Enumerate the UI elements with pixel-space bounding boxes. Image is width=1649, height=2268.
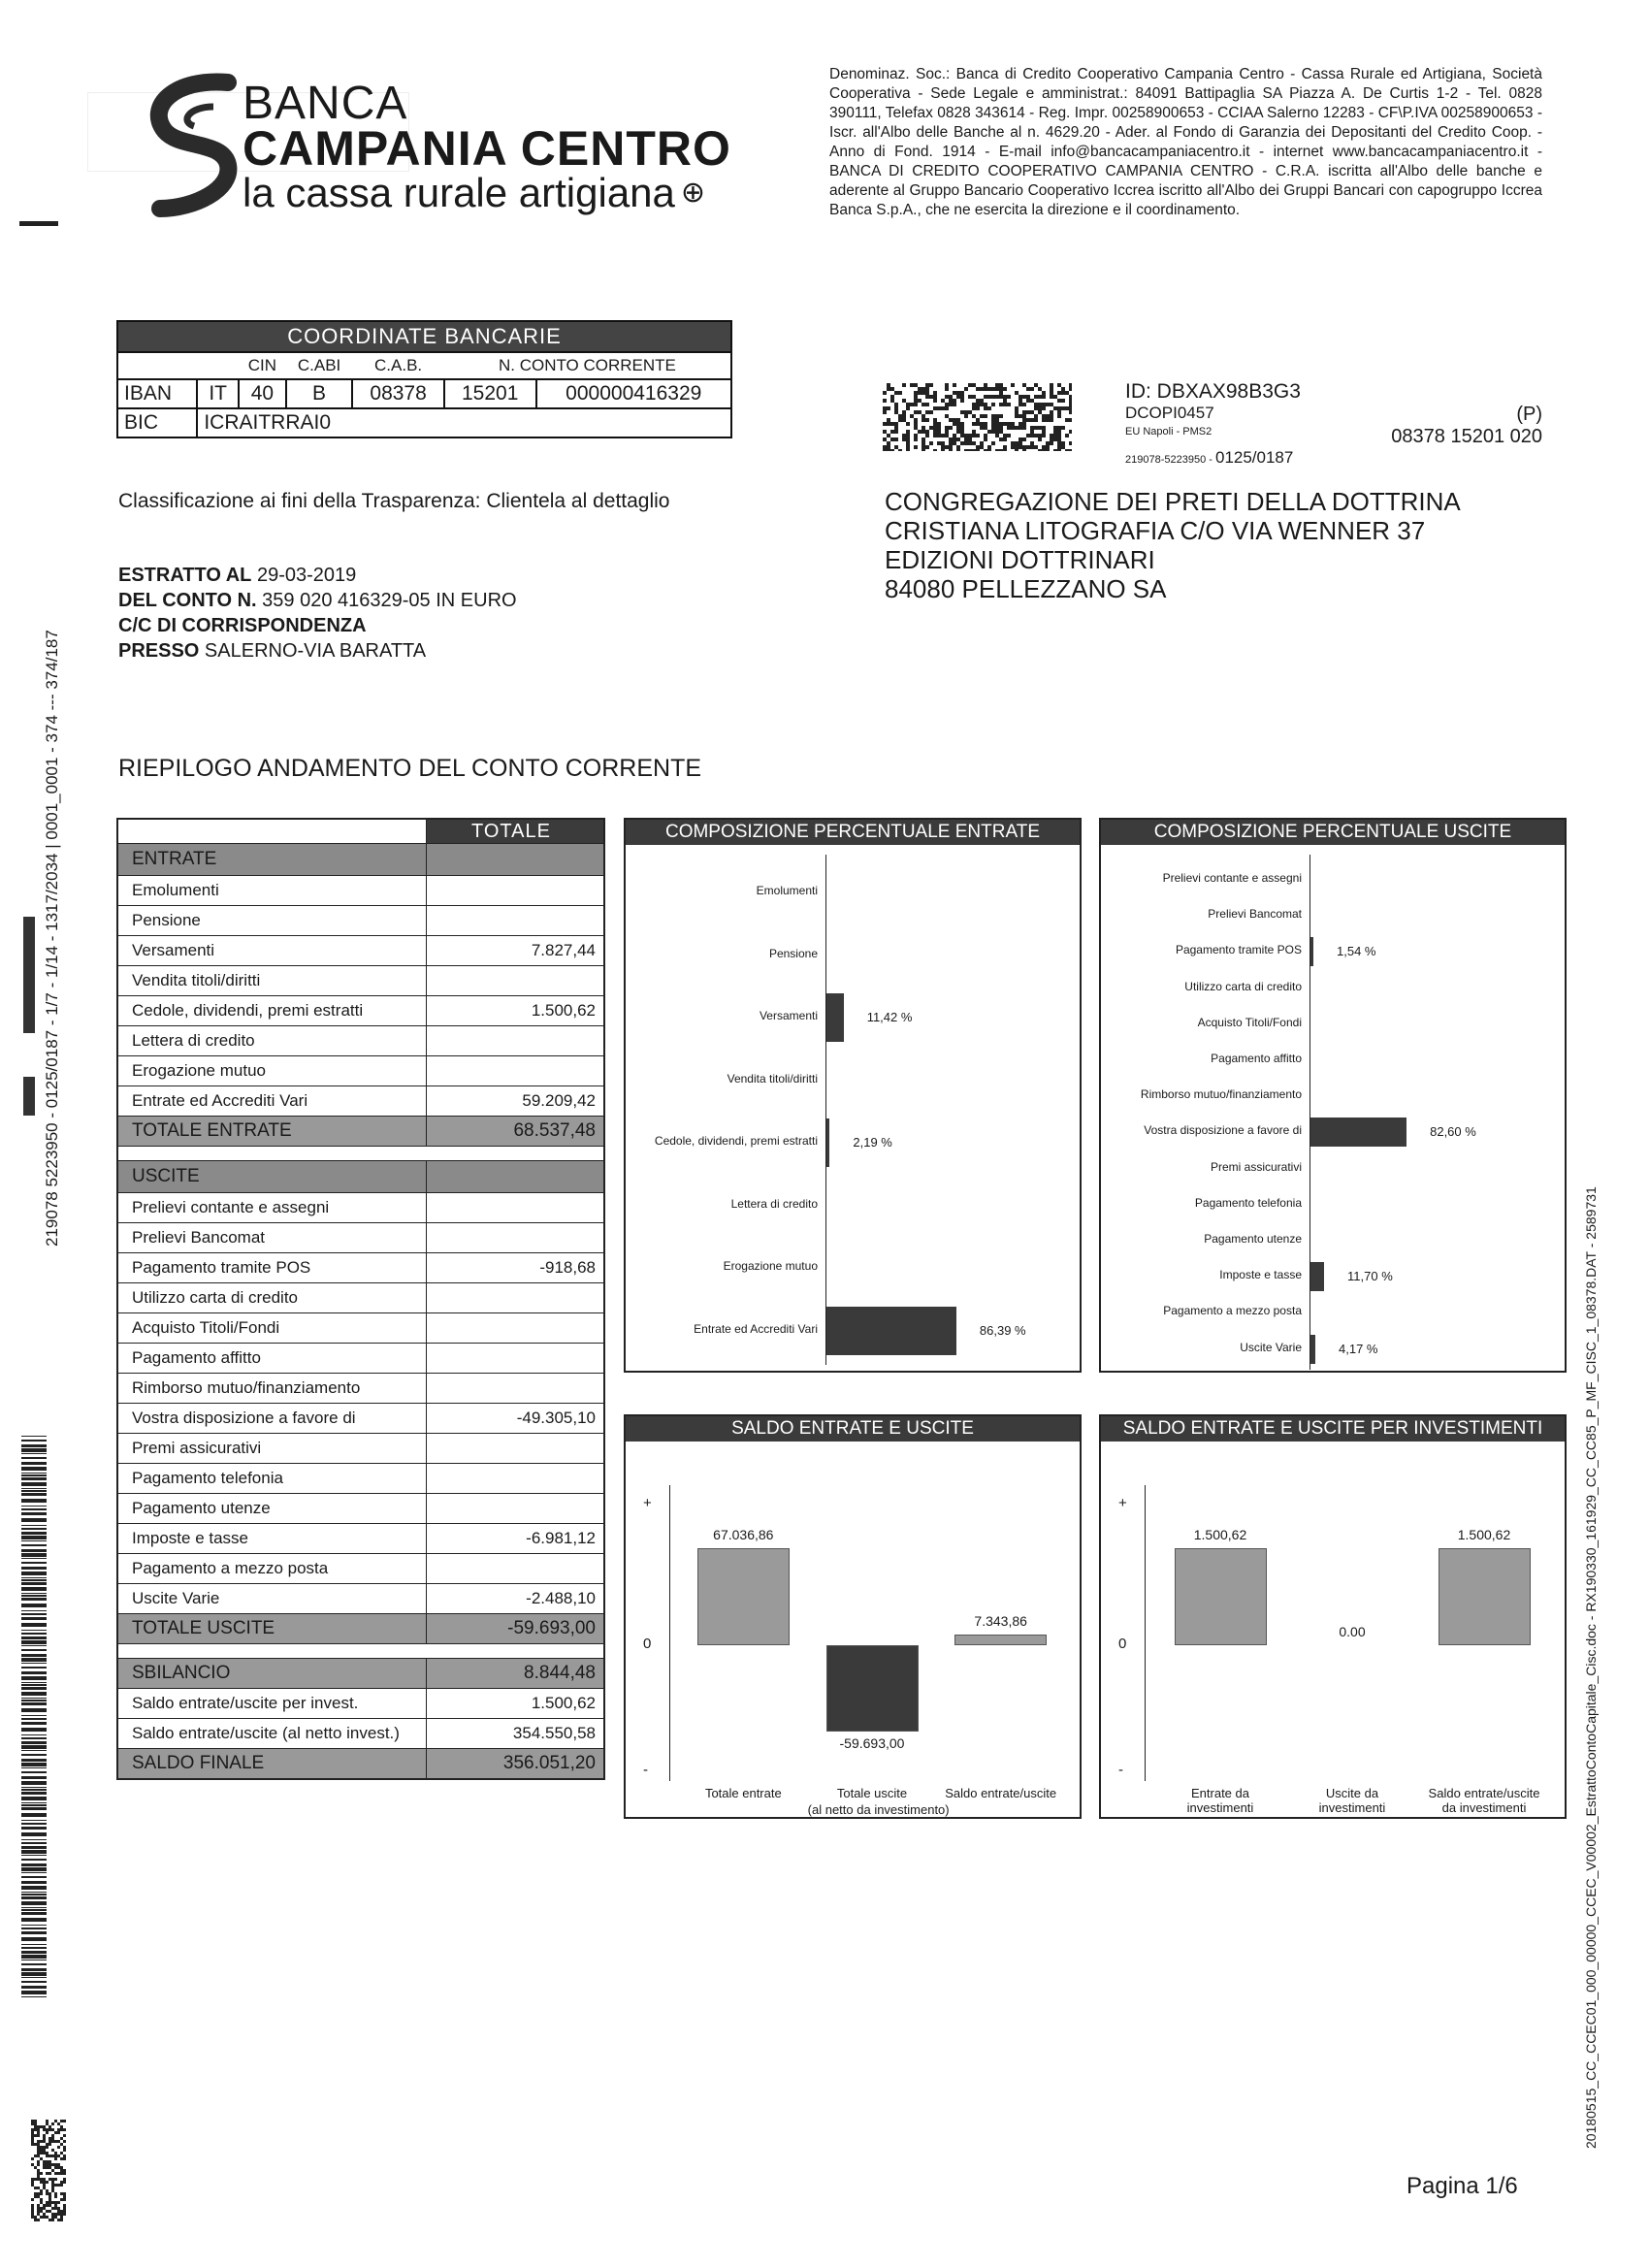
iban-cab: 15201 (444, 379, 536, 408)
chart-y-axis (1145, 1485, 1146, 1781)
page-number: Pagina 1/6 (1406, 2173, 1518, 2199)
entrate-value (427, 966, 603, 995)
chart-category-label: Versamenti (759, 1009, 818, 1022)
branch-label: PRESSO (118, 640, 200, 662)
chart-bar (826, 1307, 956, 1355)
recipient-line: 84080 PELLEZZANO SA (885, 574, 1167, 603)
uscite-value (427, 1283, 603, 1312)
statement-info (118, 563, 517, 664)
chart-uscite-title: COMPOSIZIONE PERCENTUALE USCITE (1101, 820, 1565, 845)
chart-bar (1310, 937, 1313, 966)
entrate-label: Entrate ed Accrediti Vari (118, 1086, 427, 1116)
chart-saldo-panel (624, 1414, 1082, 1819)
chart-axis-marker: - (643, 1762, 648, 1778)
statement-date: 29-03-2019 (256, 565, 357, 586)
datamatrix-barcode-icon (883, 383, 1072, 451)
side-barcode-icon (21, 1436, 47, 1998)
bank-name (242, 78, 731, 215)
routing-code3a: 219078-5223950 - (1125, 454, 1212, 466)
entrate-row (118, 876, 603, 906)
chart-axis-marker: + (643, 1495, 652, 1511)
chart-entrate-panel (624, 818, 1082, 1373)
chart-category-label: Cedole, dividendi, premi estratti (654, 1134, 818, 1148)
uscite-row (118, 1253, 603, 1283)
chart-value-label: 86,39 % (979, 1322, 1026, 1338)
chart-bar (1175, 1548, 1267, 1645)
chart-bar (826, 993, 844, 1042)
invest-value: 1.500,62 (531, 1694, 596, 1712)
routing-code3b: 0125/0187 (1214, 448, 1294, 467)
chart-category-label: Acquisto Titoli/Fondi (1197, 1015, 1302, 1029)
uscite-value (427, 1313, 603, 1343)
chart-axis-marker: 0 (1118, 1636, 1127, 1652)
entrate-label: Versamenti (118, 936, 427, 965)
iban-cin: B (286, 379, 352, 408)
uscite-row (118, 1524, 603, 1554)
recipient-line: CONGREGAZIONE DEI PRETI DELLA DOTTRINA (885, 487, 1461, 516)
chart-category-label: Rimborso mutuo/finanziamento (1140, 1087, 1302, 1102)
chart-invest-panel (1099, 1414, 1567, 1819)
entrate-value: 7.827,44 (531, 941, 596, 959)
routing-code1: DCOPI0457 (1125, 404, 1214, 422)
netto-value: 354.550,58 (512, 1724, 596, 1742)
entrate-value (427, 906, 603, 935)
chart-bar (826, 1118, 829, 1167)
chart-category-label: Erogazione mutuo (723, 1259, 818, 1273)
uscite-label: Pagamento tramite POS (118, 1253, 427, 1282)
bic-label: BIC (117, 408, 197, 437)
uscite-label: Prelievi Bancomat (118, 1223, 427, 1252)
chart-value-label: 11,70 % (1347, 1269, 1393, 1284)
chart-value-label: 1,54 % (1337, 944, 1376, 959)
totale-entrate-label: TOTALE ENTRATE (118, 1117, 427, 1146)
entrate-value (427, 1026, 603, 1055)
chart-bar (954, 1635, 1047, 1645)
chart-y-axis (669, 1485, 670, 1781)
uscite-label: Utilizzo carta di credito (118, 1283, 427, 1312)
chart-category-label: Emolumenti (756, 884, 818, 897)
uscite-row (118, 1313, 603, 1344)
chart-value-label: 67.036,86 (713, 1527, 774, 1542)
branch: SALERNO-VIA BARATTA (204, 640, 427, 662)
chart-bar (1310, 1262, 1324, 1291)
logo-line1: BANCA (242, 78, 408, 129)
saldo-finale-label: SALDO FINALE (118, 1749, 427, 1778)
totale-entrate-value: 68.537,48 (513, 1120, 596, 1141)
uscite-row (118, 1404, 603, 1434)
chart-category-label: Vendita titoli/diritti (727, 1071, 818, 1085)
side-bar-mark (23, 917, 35, 1033)
uscite-row (118, 1223, 603, 1253)
summary-title: RIEPILOGO ANDAMENTO DEL CONTO CORRENTE (118, 755, 702, 782)
chart-category-label: Pagamento a mezzo posta (1163, 1304, 1302, 1318)
chart-bar (826, 1645, 919, 1732)
entrate-value: 1.500,62 (531, 1001, 596, 1020)
chart-category-label: Pagamento utenze (1204, 1232, 1302, 1246)
chart-uscite-panel (1099, 818, 1567, 1373)
uscite-value: -918,68 (539, 1258, 596, 1277)
chart-category-label: Vostra disposizione a favore di (1144, 1123, 1302, 1138)
cin-header: CIN (247, 356, 277, 374)
logo-line3: la cassa rurale artigiana (242, 170, 675, 215)
entrate-row (118, 906, 603, 936)
uscite-label: Pagamento affitto (118, 1344, 427, 1373)
bic-value: ICRAITRRAI0 (197, 408, 731, 437)
entrate-row (118, 1056, 603, 1086)
uscite-value (427, 1223, 603, 1252)
iban-account: 000000416329 (536, 379, 731, 408)
recipient-line: CRISTIANA LITOGRAFIA C/O VIA WENNER 37 (885, 516, 1426, 545)
uscite-row (118, 1344, 603, 1374)
chart-category-label: Prelievi contante e assegni (1162, 871, 1302, 885)
side-left-text: 219078 5223950 - 0125/0187 - 1/7 - 1/14 - 1317/2034 | 0001_0001 - 374 --- 374/187 (43, 630, 61, 1247)
routing-abi-cab: 08378 15201 020 (1391, 426, 1542, 447)
uscite-row (118, 1464, 603, 1494)
iban-country: IT (197, 379, 239, 408)
uscite-value (427, 1193, 603, 1222)
uscite-row (118, 1554, 603, 1584)
entrate-value: 59.209,42 (522, 1091, 596, 1110)
chart-category-label: Utilizzo carta di credito (1184, 979, 1302, 993)
recipient-address (885, 487, 1461, 603)
bank-logo-icon (136, 73, 252, 218)
uscite-value (427, 1374, 603, 1403)
totale-uscite-value: -59.693,00 (507, 1618, 596, 1638)
entrate-row (118, 1086, 603, 1117)
uscite-row (118, 1283, 603, 1313)
bank-legal-info: Denominaz. Soc.: Banca di Credito Cooperativo Campania Centro - Cassa Rurale ed Artigiana, Società Cooperativa - Sede Legale e amministrat.: 84091 Battipaglia SA Piazza A. De Curtis 1-2 - Tel. 0828 390111, Telefax 0828 343614 - Reg. Impr. 00258900653 - CCIAA Salerno 12283 - CF\P.IVA 00258900653 - Iscr. all'Albo delle Banche al n. 4629.20 - Ader. al Fondo di Garanzia dei Depositanti del Credito Coop. - Anno di Fond. 1914 - E-mail info@bancacampaniacentro.it - internet www.bancacampaniacentro.it - BANCA DI CREDITO COOPERATIVO CAMPANIA CENTRO - C.R.A. iscritta all'Albo delle banche e aderente al Gruppo Bancario Cooperativo Iccrea iscritto all'Albo dei Gruppi Bancari con capogruppo Iccrea Banca S.p.A., che ne esercita la direzione e il coordinamento. (829, 66, 1542, 218)
uscite-value (427, 1434, 603, 1463)
cab-header: C.A.B. (374, 356, 423, 374)
bank-coordinates-table (116, 320, 732, 438)
chart-value-label: 0.00 (1339, 1624, 1366, 1639)
chart-category-label: Saldo entrate/uscite da investimenti (1428, 1786, 1540, 1815)
classification-text: Classificazione ai fini della Trasparenza: Clientela al dettaglio (118, 490, 670, 512)
account-header: N. CONTO CORRENTE (444, 352, 731, 379)
chart-value-label: 2,19 % (853, 1135, 892, 1150)
uscite-label: Premi assicurativi (118, 1434, 427, 1463)
side-datamatrix-icon (31, 2120, 66, 2221)
iban-label: IBAN (117, 379, 197, 408)
abi-header: C.ABI (297, 356, 341, 374)
chart-category-label: Saldo entrate/uscite (945, 1786, 1057, 1800)
routing-code2: EU Napoli - PMS2 (1125, 426, 1212, 437)
fold-mark (19, 221, 58, 226)
uscite-label: Imposte e tasse (118, 1524, 427, 1553)
account-number-label: DEL CONTO N. (118, 590, 257, 611)
entrate-header: ENTRATE (118, 844, 427, 875)
chart-category-label: Prelievi Bancomat (1208, 907, 1302, 922)
entrate-label: Cedole, dividendi, premi estratti (118, 996, 427, 1025)
chart-bar (1310, 1118, 1406, 1147)
uscite-value: -49.305,10 (516, 1409, 596, 1427)
chart-axis-marker: + (1118, 1495, 1127, 1511)
uscite-row (118, 1193, 603, 1223)
entrate-label: Emolumenti (118, 876, 427, 905)
entrate-label: Lettera di credito (118, 1026, 427, 1055)
chart-bar (1310, 1335, 1315, 1364)
uscite-label: Acquisto Titoli/Fondi (118, 1313, 427, 1343)
uscite-label: Pagamento a mezzo posta (118, 1554, 427, 1583)
chart-value-label: 1.500,62 (1457, 1527, 1511, 1542)
uscite-value (427, 1494, 603, 1523)
chart-category-label: Uscite Varie (1240, 1340, 1302, 1354)
uscite-value (427, 1554, 603, 1583)
totale-uscite-label: TOTALE USCITE (118, 1614, 427, 1643)
uscite-value (427, 1344, 603, 1373)
chart-category-label: Pagamento telefonia (1194, 1195, 1302, 1210)
chart-axis-marker: 0 (643, 1636, 652, 1652)
chart-category-label: Totale entrate (704, 1786, 782, 1800)
uscite-label: Pagamento telefonia (118, 1464, 427, 1493)
chart-invest-title: SALDO ENTRATE E USCITE PER INVESTIMENTI (1101, 1416, 1565, 1442)
iban-abi: 08378 (352, 379, 444, 408)
iban-check: 40 (239, 379, 286, 408)
chart-category-label: Totale uscite (836, 1786, 908, 1800)
chart-axis (825, 855, 826, 1365)
account-type: C/C DI CORRISPONDENZA (118, 615, 367, 636)
side-right-text: 20180515_CC_CCEC01_000_00000_CCEC_V00002_EstrattoContoCapitale_Cisc.doc - RX190330_161929_CC_CC85_P_MF_CISC_1_08378.DAT - 2589731 (1583, 1186, 1599, 2149)
entrate-label: Erogazione mutuo (118, 1056, 427, 1085)
uscite-value (427, 1464, 603, 1493)
sbilancio-label: SBILANCIO (118, 1659, 427, 1688)
total-header: TOTALE (427, 820, 603, 843)
entrate-row (118, 966, 603, 996)
uscite-row (118, 1584, 603, 1614)
account-number: 359 020 416329-05 IN EURO (262, 590, 517, 611)
uscite-row (118, 1494, 603, 1524)
chart-category-label: Pagamento tramite POS (1175, 943, 1302, 957)
chart-category-label: Premi assicurativi (1210, 1159, 1302, 1174)
saldo-finale-value: 356.051,20 (502, 1753, 596, 1773)
chart-bar (697, 1548, 790, 1645)
routing-p: (P) (1516, 404, 1542, 425)
invest-label: Saldo entrate/uscite per invest. (118, 1689, 427, 1718)
chart-category-label: Imposte e tasse (1219, 1268, 1302, 1282)
chart-value-label: 4,17 % (1339, 1341, 1378, 1356)
uscite-label: Vostra disposizione a favore di (118, 1404, 427, 1433)
chart-value-label: 11,42 % (866, 1010, 913, 1024)
chart-category-label: Pagamento affitto (1211, 1052, 1302, 1065)
statement-date-label: ESTRATTO AL (118, 565, 252, 586)
entrate-value (427, 1056, 603, 1085)
summary-table (116, 818, 605, 1780)
chart-category-label: Entrate ed Accrediti Vari (694, 1321, 818, 1336)
entrate-row (118, 936, 603, 966)
chart-category-label: Entrate da investimenti (1186, 1786, 1254, 1815)
uscite-value: -6.981,12 (526, 1529, 596, 1547)
chart-value-label: 7.343,86 (974, 1613, 1027, 1630)
chart-category-label: Uscite da investimenti (1318, 1786, 1386, 1815)
uscite-label: Rimborso mutuo/finanziamento (118, 1374, 427, 1403)
entrate-value (427, 876, 603, 905)
uscite-label: Uscite Varie (118, 1584, 427, 1613)
coordinates-title: COORDINATE BANCARIE (117, 321, 731, 352)
chart-category-label: Pensione (768, 946, 818, 960)
chart-saldo-title: SALDO ENTRATE E USCITE (626, 1416, 1080, 1442)
chart-value-label: 82,60 % (1430, 1124, 1476, 1140)
chart-axis-marker: - (1118, 1762, 1123, 1778)
uscite-row (118, 1374, 603, 1404)
uscite-label: Prelievi contante e assegni (118, 1193, 427, 1222)
sbilancio-value: 8.844,48 (524, 1663, 596, 1683)
entrate-label: Vendita titoli/diritti (118, 966, 427, 995)
chart-entrate-title: COMPOSIZIONE PERCENTUALE ENTRATE (626, 820, 1080, 845)
entrate-row (118, 1026, 603, 1056)
recipient-line: EDIZIONI DOTTRINARI (885, 545, 1155, 574)
chart-subcaption: (al netto da investimento) (807, 1802, 950, 1817)
cross-icon: ⊕ (680, 177, 706, 209)
routing-id: ID: DBXAX98B3G3 (1125, 380, 1301, 403)
entrate-label: Pensione (118, 906, 427, 935)
uscite-label: Pagamento utenze (118, 1494, 427, 1523)
netto-label: Saldo entrate/uscite (al netto invest.) (118, 1719, 427, 1748)
entrate-row (118, 996, 603, 1026)
logo-line2: CAMPANIA CENTRO (242, 121, 731, 176)
uscite-value: -2.488,10 (526, 1589, 596, 1607)
chart-category-label: Lettera di credito (730, 1196, 818, 1211)
routing-block (1125, 380, 1542, 468)
uscite-header: USCITE (118, 1161, 427, 1192)
chart-value-label: -59.693,00 (839, 1735, 905, 1752)
chart-bar (1439, 1548, 1531, 1645)
chart-value-label: 1.500,62 (1193, 1527, 1247, 1542)
uscite-row (118, 1434, 603, 1464)
side-bar-mark (23, 1077, 35, 1116)
